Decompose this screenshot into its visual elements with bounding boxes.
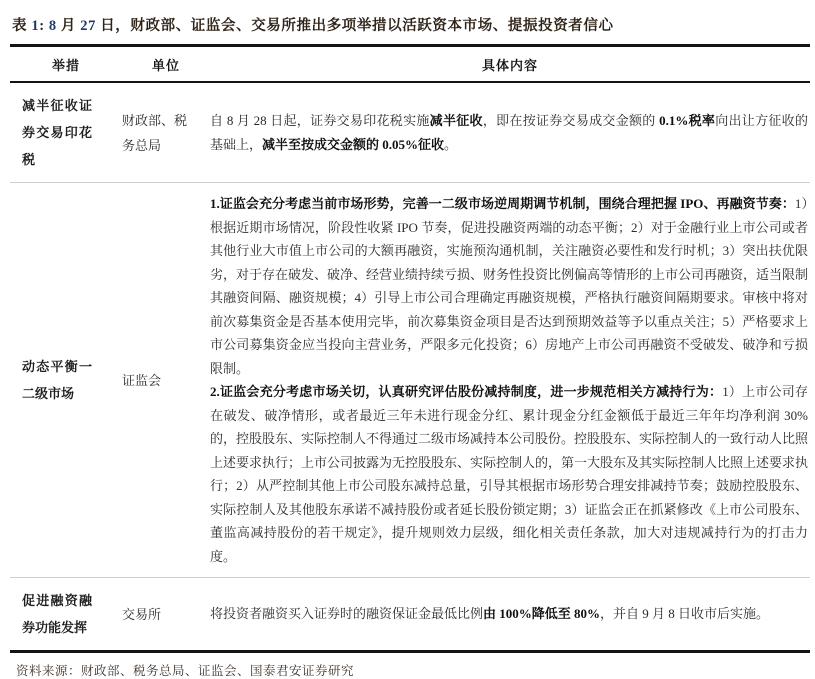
unit-cell: 证监会	[122, 372, 162, 388]
table-row-margin-trading	[10, 578, 810, 651]
measure-cell: 动态平衡一二级市场	[22, 359, 92, 402]
measure-cell: 促进融资融券功能发挥	[22, 593, 92, 636]
source-note: 资料来源：财政部、税务总局、证监会、国泰君安证券研究	[16, 664, 355, 679]
unit-cell: 财政部、税务总局	[122, 112, 188, 153]
content-cell: 1.证监会充分考虑当前市场形势，完善一二级市场逆周期调节机制，围绕合理把握 IPO、再融资节奏：1）根据近期市场情况，阶段性收紧 IPO 节奏，促进投融资两端的动态平衡；2）对于金融行业上市公司或者其他行业大市值上市公司的大额再融资，实施预沟通机制，关注融资必要性和发行时机；3）突出扶优限劣，对于存在破发、破净、经营业绩持续亏损、财务性投资比例偏高等情形的上市公司再融资，适当限制其融资间隔、融资规模；4）引导上市公司合理确定再融资规模，严格执行融资间隔期要求。审核中将对前次募集资金是否基本使用完毕，前次募集资金项目是否达到预期效益等予以重点关注；5）严格要求上市公司募集资金应当投向主营业务，严限多元化投资；6）房地产上市公司再融资不受破发、破净和亏损限制。 2.证监会充分考虑市场关切，认真研究评估股份减持制度，进一步规范相关方减持行为：1）上市公司存在破发、破净情形，或者最近三年未进行现金分红、累计现金分红金额低于最近三年年均净利润 30%的，控股股东、实际控制人不得通过二级市场减持本公司股份。控股股东、实际控制人的一致行动人比照上述要求执行；上市公司披露为无控股股东、实际控制人的，第一大股东及其实际控制人比照上述要求执行；2）从严控制其他上市公司股东减持总量，引导其根据市场形势合理安排减持节奏；鼓励控股股东、实际控制人及其他股东承诺不减持股份或者延长股份锁定期；3）证监会正在抓紧修改《上市公司股东、董监高减持股份的若干规定》，提升规则效力层级，细化相关责任条款，加大对违规减持行为的打击力度。	[210, 196, 809, 564]
table-row-market-balance	[10, 183, 810, 578]
col-header-unit: 单位	[122, 47, 210, 82]
col-header-content: 具体内容	[210, 47, 810, 82]
unit-cell: 交易所	[122, 606, 162, 622]
measure-cell: 减半征收证券交易印花税	[22, 98, 92, 168]
content-cell: 自 8 月 28 日起，证券交易印花税实施减半征收，即在按证券交易成交金额的 0.1%税率向出让方征收的基础上，减半至按成交金额的 0.05%征收。	[210, 113, 808, 152]
content-cell: 将投资者融资买入证券时的融资保证金最低比例由 100%降低至 80%，并自 9 月 8 日收市后实施。	[210, 606, 770, 622]
measures-table	[10, 47, 810, 650]
col-header-measure: 举措	[10, 47, 122, 82]
table-title: 表 1: 8 月 27 日，财政部、证监会、交易所推出多项举措以活跃资本市场、提振投资者信心	[12, 18, 614, 34]
table-header-row	[10, 47, 810, 82]
table-row-stamp-duty	[10, 82, 810, 183]
